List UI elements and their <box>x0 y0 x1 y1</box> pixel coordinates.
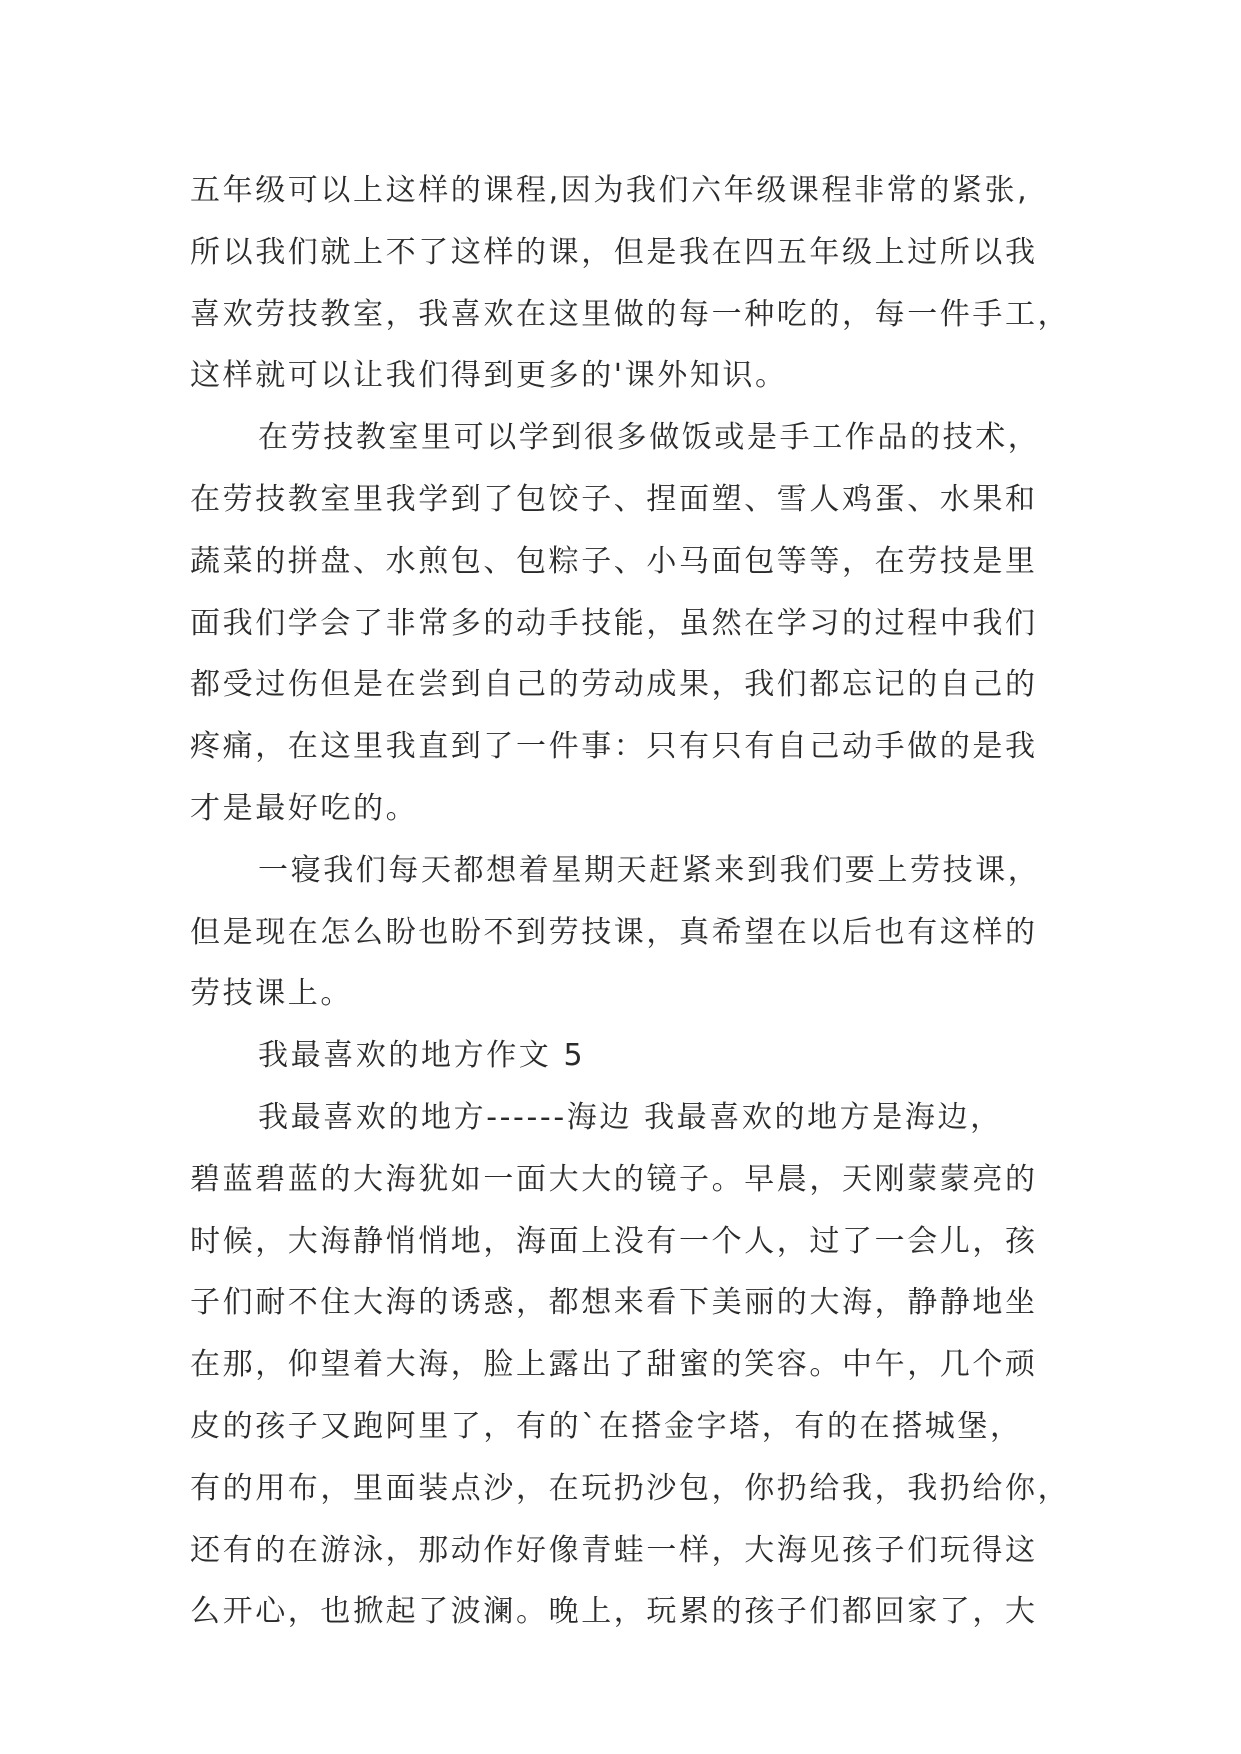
text-line: 喜欢劳技教室，我喜欢在这里做的每一种吃的，每一件手工， <box>190 296 1071 332</box>
text-line: 疼痛，在这里我直到了一件事：只有只有自己动手做的是我 <box>190 729 1038 765</box>
paragraph-first-line: 在劳技教室里可以学到很多做饭或是手工作品的技术， <box>258 420 1041 456</box>
paragraph-first-line: 一寝我们每天都想着星期天赶紧来到我们要上劳技课， <box>258 852 1041 888</box>
text-line: 劳技课上。 <box>190 976 353 1012</box>
text-line: 子们耐不住大海的诱惑，都想来看下美丽的大海，静静地坐 <box>190 1285 1038 1321</box>
text-line: 么开心，也掀起了波澜。晚上，玩累的孩子们都回家了，大 <box>190 1594 1038 1630</box>
text-line: 五年级可以上这样的课程,因为我们六年级课程非常的紧张, <box>190 173 1030 208</box>
text-line: 时候，大海静悄悄地，海面上没有一个人，过了一会儿，孩 <box>190 1223 1038 1259</box>
text-line: 在劳技教室里我学到了包饺子、捏面塑、雪人鸡蛋、水果和 <box>190 481 1038 517</box>
text-line: 在那，仰望着大海，脸上露出了甜蜜的笑容。中午，几个顽 <box>190 1347 1038 1383</box>
text-line: 但是现在怎么盼也盼不到劳技课，真希望在以后也有这样的 <box>190 914 1038 950</box>
text-line: 才是最好吃的。 <box>190 790 419 826</box>
text-line: 有的用布，里面装点沙，在玩扔沙包，你扔给我，我扔给你， <box>190 1470 1071 1506</box>
section-heading: 我最喜欢的地方作文 5 <box>258 1038 586 1074</box>
text-line: 面我们学会了非常多的动手技能，虽然在学习的过程中我们 <box>190 605 1038 641</box>
text-line: 蔬菜的拼盘、水煎包、包粽子、小马面包等等，在劳技是里 <box>190 543 1038 579</box>
article-body <box>190 160 1090 1643</box>
text-line: 碧蓝碧蓝的大海犹如一面大大的镜子。早晨，天刚蒙蒙亮的 <box>190 1161 1038 1197</box>
paragraph-first-line: 我最喜欢的地方------海边 我最喜欢的地方是海边， <box>258 1099 1003 1135</box>
text-line: 所以我们就上不了这样的课，但是我在四五年级上过所以我 <box>190 234 1038 270</box>
text-line: 还有的在游泳，那动作好像青蛙一样，大海见孩子们玩得这 <box>190 1532 1038 1568</box>
text-line: 这样就可以让我们得到更多的'课外知识。 <box>190 358 788 394</box>
text-line: 皮的孩子又跑阿里了，有的`在搭金字塔，有的在搭城堡， <box>190 1408 1023 1444</box>
text-line: 都受过伤但是在尝到自己的劳动成果，我们都忘记的自己的 <box>190 667 1038 703</box>
